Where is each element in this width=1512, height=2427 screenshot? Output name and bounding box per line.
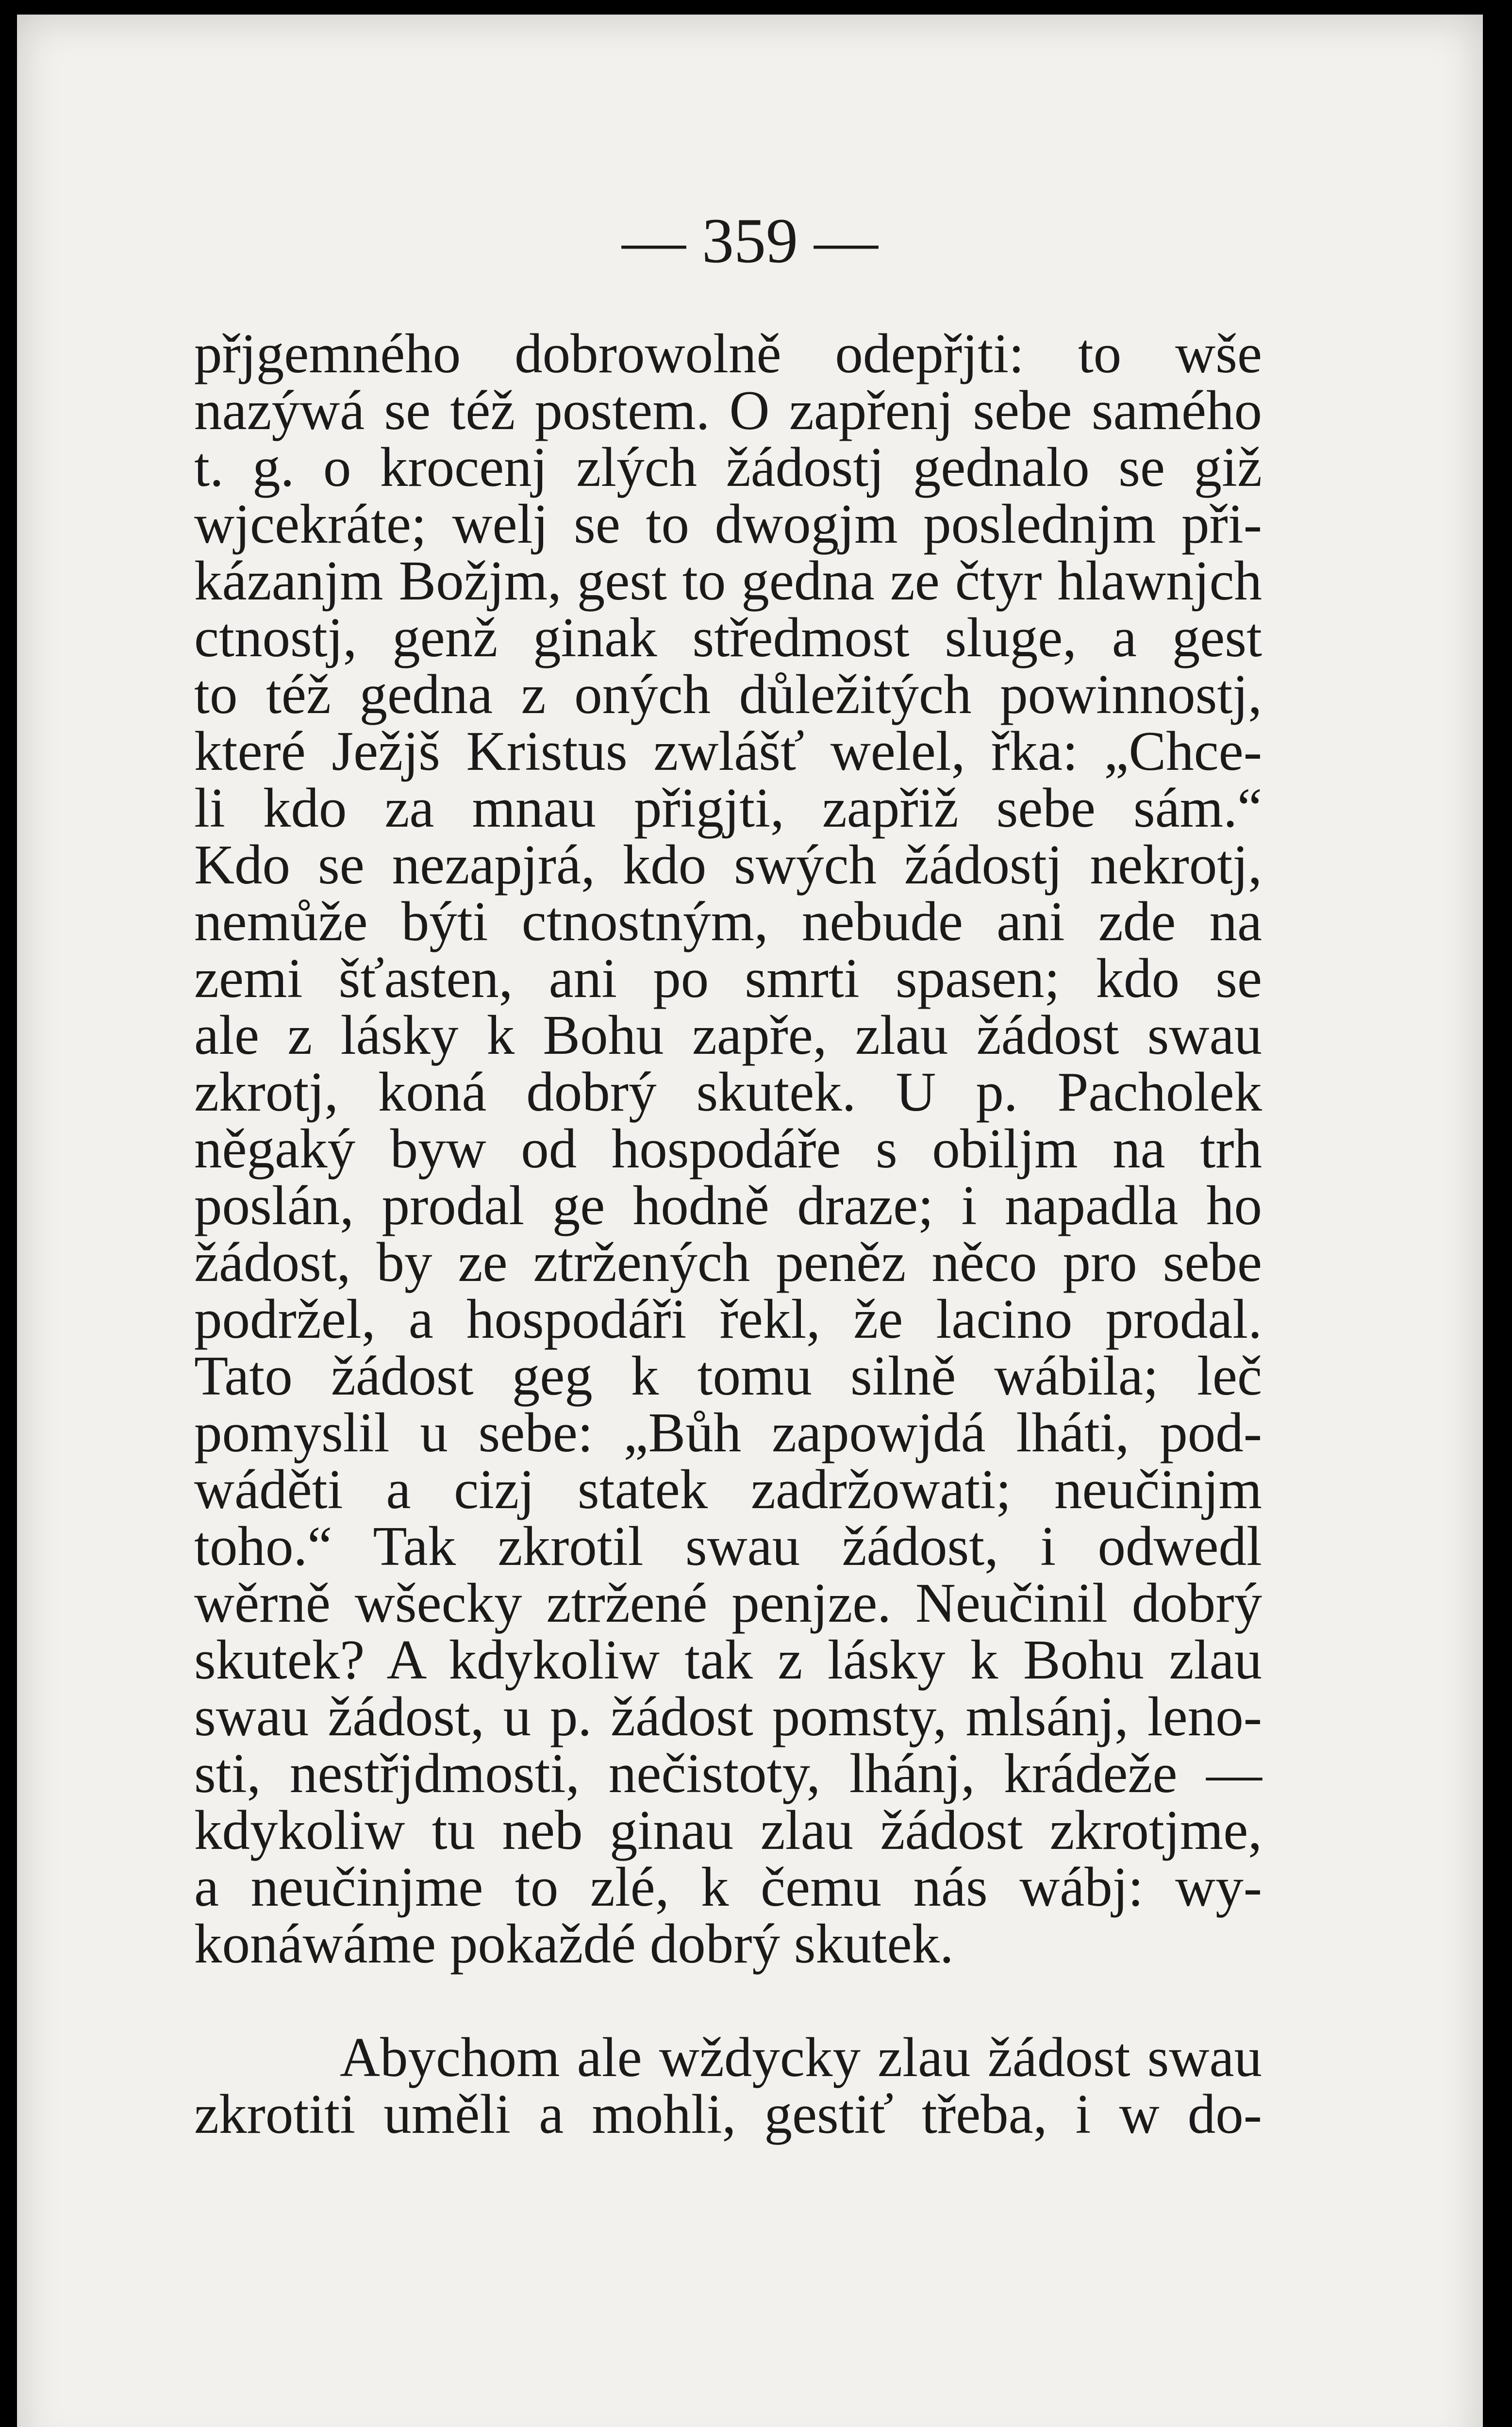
text-line: to též gedna z oných důležitých powinnostj,	[194, 664, 1262, 725]
text-line: kdykoliw tu neb ginau zlau žádost zkrotjme,	[194, 1799, 1262, 1861]
paragraph-2	[194, 2029, 1262, 2143]
text-line: li kdo za mnau přigjti, zapřiž sebe sám.“	[194, 777, 1262, 839]
text-line: sti, nestřjdmosti, nečistoty, lhánj, krádeže —	[194, 1743, 1262, 1804]
text-line: wěrně wšecky ztržené penjze. Neučinil dobrý	[194, 1572, 1262, 1634]
text-line: ctnostj, genž ginak středmost sluge, a gest	[194, 607, 1262, 668]
text-line: poslán, prodal ge hodně draze; i napadla ho	[194, 1175, 1262, 1236]
text-line: pomyslil u sebe: „Bůh zapowjdá lháti, pod-	[194, 1402, 1262, 1463]
text-line: které Ježjš Kristus zwlášť welel, řka: „Chce-	[194, 720, 1262, 782]
paragraph-1	[194, 323, 1262, 1975]
text-line: přjgemného dobrowolně odepřjti: to wše	[194, 323, 1262, 384]
text-line: Abychom ale wždycky zlau žádost swau	[340, 2027, 1262, 2088]
text-line: Tato žádost geg k tomu silně wábila; leč	[194, 1345, 1262, 1407]
text-line: wáděti a cizj statek zadržowati; neučinjm	[194, 1459, 1262, 1520]
text-line: a neučinjme to zlé, k čemu nás wábj: wy-	[194, 1856, 1262, 1918]
text-line: t. g. o krocenj zlých žádostj gednalo se giž	[194, 436, 1262, 498]
text-line: žádost, by ze ztržených peněz něco pro sebe	[194, 1231, 1262, 1293]
text-line: konáwáme pokaždé dobrý skutek.	[194, 1913, 954, 1975]
text-line: skutek? A kdykoliw tak z lásky k Bohu zlau	[194, 1629, 1262, 1691]
text-line: zkrotj, koná dobrý skutek. U p. Pacholek	[194, 1061, 1262, 1123]
paragraph-gap	[194, 1972, 1262, 2029]
text-line: kázanjm Božjm, gest to gedna ze čtyr hlawnjch	[194, 550, 1262, 612]
text-line: zemi šťasten, ani po smrti spasen; kdo se	[194, 948, 1262, 1009]
body-text	[194, 325, 1262, 2143]
text-line: ale z lásky k Bohu zapře, zlau žádost swau	[194, 1004, 1262, 1066]
text-line: něgaký byw od hospodáře s obiljm na trh	[194, 1118, 1262, 1180]
text-line: toho.“ Tak zkrotil swau žádost, i odwedl	[194, 1515, 1262, 1577]
text-line: wjcekráte; welj se to dwogjm poslednjm při-	[194, 493, 1262, 555]
text-line: zkrotiti uměli a mohli, gestiť třeba, i w do-	[194, 2083, 1262, 2145]
page-number: — 359 —	[622, 205, 878, 276]
text-line: Kdo se nezapjrá, kdo swých žádostj nekrotj,	[194, 834, 1262, 896]
text-line: nazýwá se též postem. O zapřenj sebe samého	[194, 380, 1262, 441]
text-line: nemůže býti ctnostným, nebude ani zde na	[194, 891, 1262, 952]
book-page	[17, 15, 1483, 2427]
text-line: swau žádost, u p. žádost pomsty, mlsánj, leno-	[194, 1686, 1262, 1747]
text-line: podržel, a hospodáři řekl, že lacino prodal.	[194, 1288, 1262, 1350]
